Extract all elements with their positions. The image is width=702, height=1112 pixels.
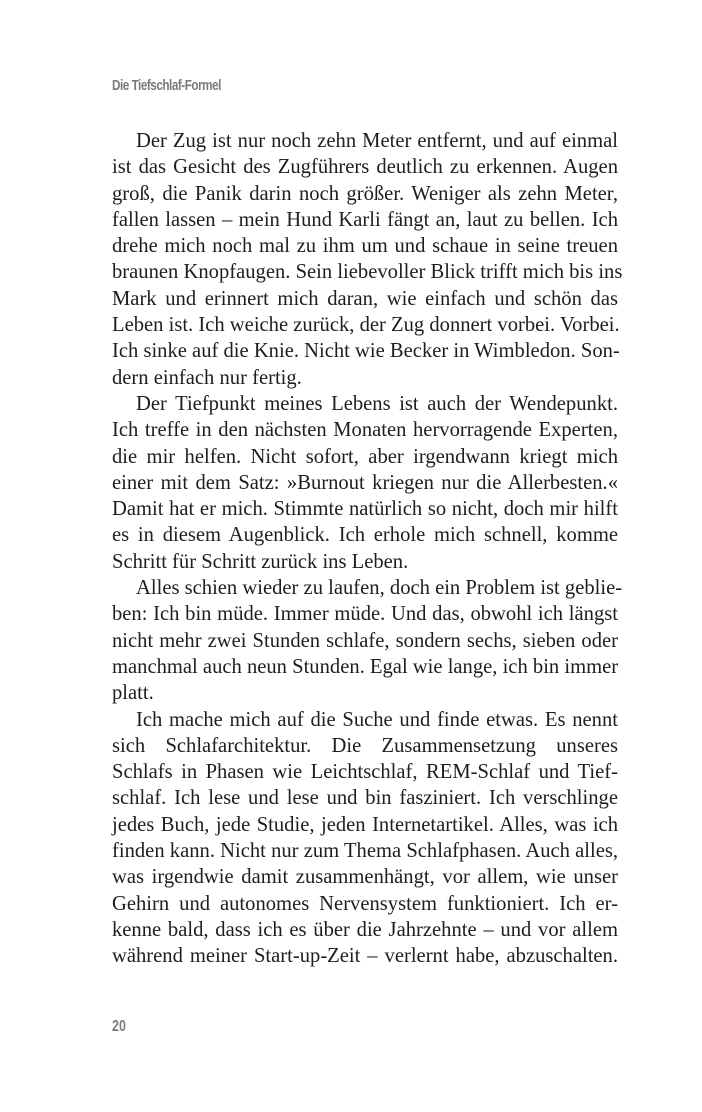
text-line: Schlafs in Phasen wie Leichtschlaf, REM-Schlaf und Tief- (112, 761, 618, 784)
text-line: Ich treffe in den nächsten Monaten hervorragende Experten, (112, 419, 618, 442)
text-line: Mark und erinnert mich daran, wie einfach und schön das (112, 287, 618, 310)
text-line: drehe mich noch mal zu ihm um und schaue in seine treuen (112, 235, 618, 258)
text-line: manchmal auch neun Stunden. Egal wie lange, ich bin immer (112, 655, 619, 678)
text-line: Damit hat er mich. Stimmte natürlich so nicht, doch mir hilft (112, 498, 618, 521)
text-line: groß, die Panik darin noch größer. Weniger als zehn Meter, (112, 182, 618, 205)
paragraph (112, 391, 618, 575)
body-text (112, 128, 623, 970)
text-line: kenne bald, dass ich es über die Jahrzehnte – und vor allem (112, 918, 618, 941)
page-number: 20 (112, 1018, 126, 1035)
paragraph (112, 707, 618, 970)
text-line: dern einfach nur fertig. (112, 366, 302, 389)
text-line: einer mit dem Satz: »Burnout kriegen nur die Allerbesten.« (112, 471, 618, 494)
text-line: finden kann. Nicht nur zum Thema Schlafphasen. Auch alles, (112, 840, 618, 863)
text-line: Ich sinke auf die Knie. Nicht wie Becker in Wimbledon. Son- (112, 340, 620, 363)
paragraph (112, 128, 623, 391)
text-line: sich Schlafarchitektur. Die Zusammensetzung unseres (112, 734, 618, 757)
text-line: Alles schien wieder zu laufen, doch ein Problem ist geblie- (136, 577, 623, 600)
text-line: schlaf. Ich lese und lese und bin fasziniert. Ich verschlinge (112, 787, 618, 810)
text-line: platt. (112, 682, 154, 705)
text-line: Schritt für Schritt zurück ins Leben. (112, 550, 409, 573)
paragraph (112, 575, 623, 706)
text-line: es in diesem Augenblick. Ich erhole mich schnell, komme (112, 524, 618, 547)
text-line: ist das Gesicht des Zugführers deutlich zu erkennen. Augen (112, 156, 618, 179)
text-line: Der Zug ist nur noch zehn Meter entfernt, und auf einmal (136, 130, 618, 152)
text-line: Leben ist. Ich weiche zurück, der Zug donnert vorbei. Vorbei. (112, 314, 620, 337)
text-line: jedes Buch, jede Studie, jeden Internetartikel. Alles, was ich (112, 813, 618, 836)
text-line: ben: Ich bin müde. Immer müde. Und das, obwohl ich längst (112, 603, 618, 626)
text-line: nicht mehr zwei Stunden schlafe, sondern sechs, sieben oder (112, 629, 618, 652)
text-line: Ich mache mich auf die Suche und finde etwas. Es nennt (136, 708, 618, 731)
text-line: die mir helfen. Nicht sofort, aber irgendwann kriegt mich (112, 445, 618, 468)
text-line: während meiner Start-up-Zeit – verlernt habe, abzuschalten. (112, 945, 618, 968)
running-head: Die Tiefschlaf-Formel (112, 77, 221, 94)
text-line: was irgendwie damit zusammenhängt, vor allem, wie unser (112, 866, 618, 889)
text-line: Der Tiefpunkt meines Lebens ist auch der Wendepunkt. (136, 392, 618, 415)
text-line: braunen Knopfaugen. Sein liebevoller Blick trifft mich bis ins (112, 261, 623, 284)
text-line: Gehirn und autonomes Nervensystem funktioniert. Ich er- (112, 892, 618, 915)
text-line: fallen lassen – mein Hund Karli fängt an, laut zu bellen. Ich (112, 208, 618, 231)
